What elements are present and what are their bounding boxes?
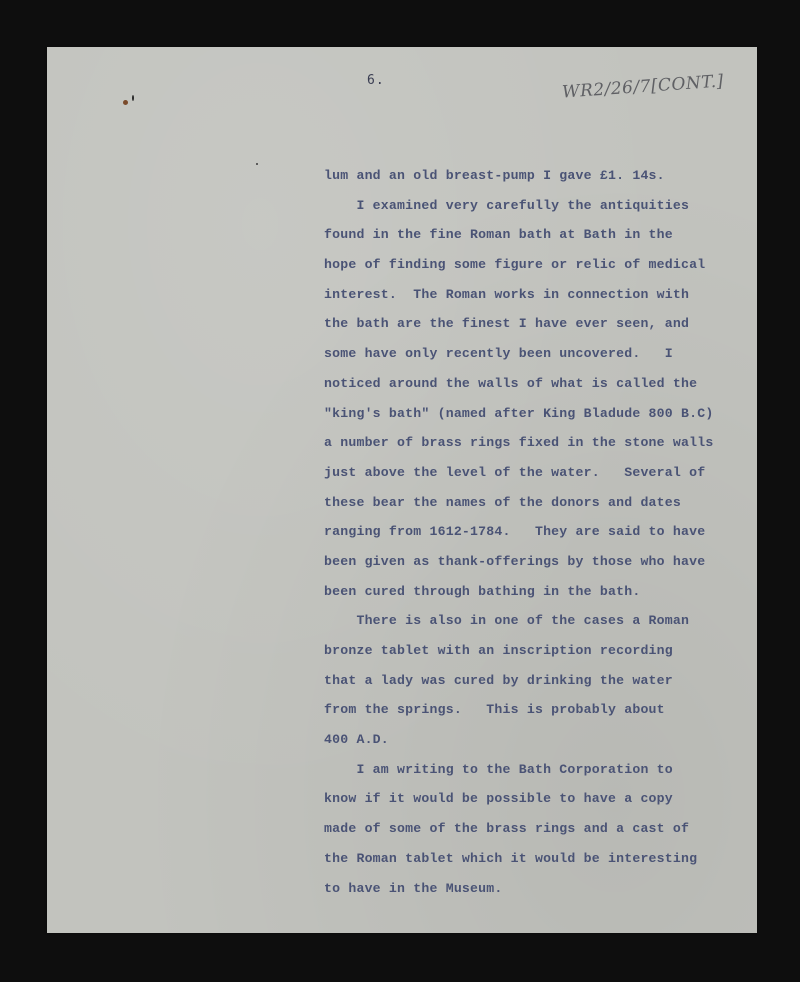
text-line: found in the fine Roman bath at Bath in the: [324, 227, 673, 243]
text-line: hope of finding some figure or relic of medical: [324, 257, 706, 273]
text-line: I am writing to the Bath Corporation to: [324, 761, 673, 777]
text-line: a number of brass rings fixed in the stone walls: [324, 435, 714, 451]
text-line: just above the level of the water. Several of: [324, 464, 706, 480]
paper-stain-mark: [132, 95, 134, 101]
text-line: lum and an old breast-pump I gave £1. 14s.: [324, 168, 665, 183]
text-line: been given as thank-offerings by those who have: [324, 553, 706, 569]
text-line: bronze tablet with an inscription recording: [324, 643, 673, 658]
paper-dot-mark: [256, 163, 258, 165]
text-line: the bath are the finest I have ever seen, and: [324, 316, 690, 332]
text-line: noticed around the walls of what is called the: [324, 375, 698, 391]
text-line: some have only recently been uncovered. I: [324, 346, 673, 362]
page-number: 6.: [367, 73, 385, 88]
text-line: know if it would be possible to have a copy: [324, 791, 673, 807]
text-line: made of some of the brass rings and a cast of: [324, 821, 690, 837]
text-line: from the springs. This is probably about: [324, 702, 665, 718]
text-line: interest. The Roman works in connection with: [324, 286, 690, 302]
text-line: I examined very carefully the antiquities: [324, 197, 690, 213]
typed-text-body: [324, 161, 754, 903]
text-line: to have in the Museum.: [324, 880, 503, 896]
text-line: these bear the names of the donors and dates: [324, 494, 682, 510]
document-page: [47, 47, 757, 933]
text-line: that a lady was cured by drinking the water: [324, 672, 673, 688]
text-line: "king's bath" (named after King Bladude 800 B.C): [324, 405, 714, 421]
archive-reference-handwritten: WR2/26/7[CONT.]: [561, 71, 725, 103]
text-line: There is also in one of the cases a Roman: [324, 613, 690, 629]
text-line: ranging from 1612-1784. They are said to have: [324, 524, 706, 540]
text-line: the Roman tablet which it would be interesting: [324, 850, 698, 866]
text-line: 400 A.D.: [324, 732, 389, 748]
paper-stain-mark: [123, 100, 128, 105]
text-line: been cured through bathing in the bath.: [324, 583, 641, 599]
